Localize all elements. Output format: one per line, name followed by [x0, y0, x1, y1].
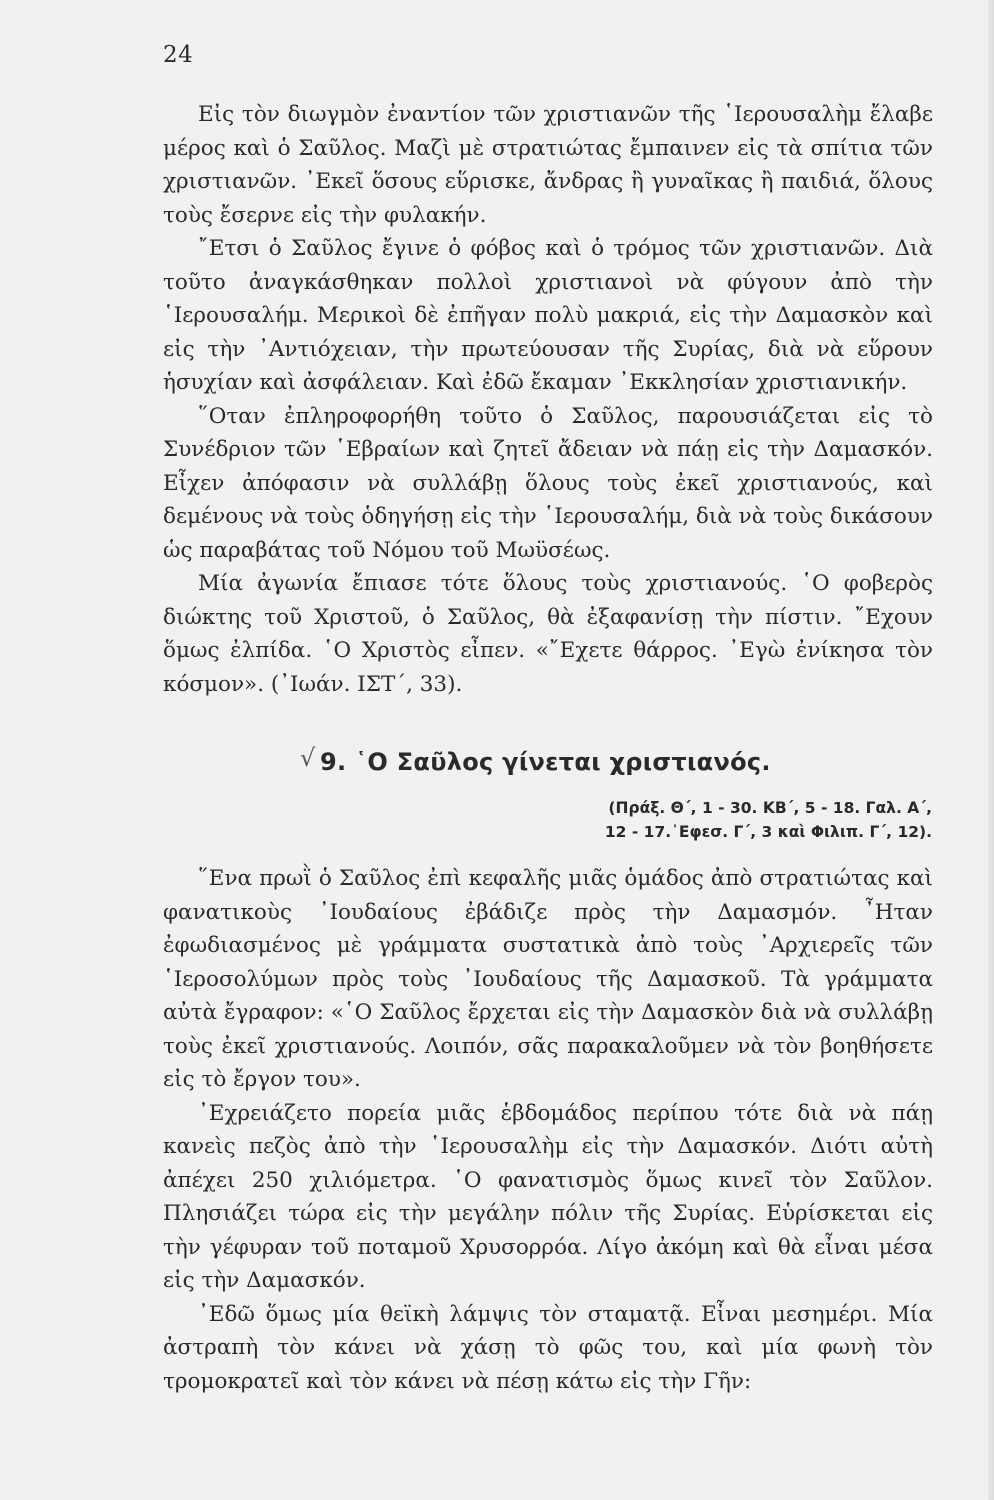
paragraph: ῎Ετσι ὁ Σαῦλος ἔγινε ὁ φόβος καὶ ὁ τρόμος τῶν χριστιανῶν. Διὰ τοῦτο ἀναγκάσθηκαν πολλοὶ χριστιανοὶ νὰ φύγουν ἀπὸ τὴν ῾Ιερουσαλήμ. Μερικοὶ δὲ ἐπῆγαν πολὺ μακριά, εἰς τὴν Δαμασκὸν καὶ εἰς τὴν ᾿Αντιόχειαν, τὴν πρωτεύουσαν τῆς Συρίας, διὰ νὰ εὕρουν ἡσυχίαν καὶ ἀσφάλειαν. Καὶ ἐδῶ ἔκαμαν ᾿Εκκλησίαν χριστιανικήν.: [163, 236, 933, 395]
references-line: (Πράξ. Θ΄, 1 - 30. ΚΒ΄, 5 - 18. Γαλ. Α΄,: [608, 799, 932, 817]
body-text-bottom: [163, 862, 933, 1398]
paragraph: Μία ἀγωνία ἔπιασε τότε ὅλους τοὺς χριστιανούς. ῾Ο φοβερὸς διώκτης τοῦ Χριστοῦ, ὁ Σαῦλος, θὰ ἐξαφανίσῃ τὴν πίστιν. ῎Εχουν ὅμως ἐλπίδα. ῾Ο Χριστὸς εἶπεν. «῎Εχετε θάρρος. ᾿Εγὼ ἐνίκησα τὸν κόσμον». (᾿Ιωάν. ΙΣΤ΄, 33).: [163, 571, 933, 697]
body-text-top: [163, 98, 933, 701]
paragraph: ᾿Εδῶ ὅμως μία θεϊκὴ λάμψις τὸν σταματᾷ. Εἶναι μεσημέρι. Μία ἀστραπὴ τὸν κάνει νὰ χάσῃ τὸ φῶς του, καὶ μία φωνὴ τὸν τρομοκρατεῖ καὶ τὸν κάνει νὰ πέσῃ κάτω εἰς τὴν Γῆν:: [163, 1301, 933, 1394]
scripture-references: [605, 796, 932, 844]
page-number: 24: [163, 42, 194, 68]
references-line: 12 - 17.᾿Εφεσ. Γ΄, 3 καὶ Φιλιπ. Γ΄, 12).: [604, 823, 932, 841]
page-edge: [988, 0, 994, 1500]
section-title: 9. ῾Ο Σαῦλος γίνεται χριστιανός.: [320, 748, 771, 776]
paragraph: ῞Οταν ἐπληροφορήθη τοῦτο ὁ Σαῦλος, παρουσιάζεται εἰς τὸ Συνέδριον τῶν ῾Εβραίων καὶ ζητεῖ ἄδειαν νὰ πάῃ εἰς τὴν Δαμασκόν. Εἶχεν ἀπόφασιν νὰ συλλάβῃ ὅλους τοὺς ἐκεῖ χριστιανούς, καὶ δεμένους νὰ τοὺς ὁδηγήσῃ εἰς τὴν ῾Ιερουσαλήμ, διὰ νὰ τοὺς δικάσουν ὡς παραβάτας τοῦ Νόμου τοῦ Μωϋσέως.: [163, 403, 933, 563]
paragraph: Εἰς τὸν διωγμὸν ἐναντίον τῶν χριστιανῶν τῆς ῾Ιερουσαλὴμ ἔλαβε μέρος καὶ ὁ Σαῦλος. Μαζὶ μὲ στρατιώτας ἔμπαινεν εἰς τὰ σπίτια τῶν χριστιανῶν. ᾿Εκεῖ ὅσους εὕρισκε, ἄνδρας ἢ γυναῖκας ἢ παιδιά, ὅλους τοὺς ἔσερνε εἰς τὴν φυλακήν.: [163, 102, 933, 228]
handwritten-check-mark: √: [300, 744, 316, 772]
paragraph: ᾿Εχρειάζετο πορεία μιᾶς ἑβδομάδος περίπου τότε διὰ νὰ πάῃ κανεὶς πεζὸς ἀπὸ τὴν ῾Ιερουσαλὴμ εἰς τὴν Δαμασκόν. Διότι αὐτὴ ἀπέχει 250 χιλιόμετρα. ῾Ο φανατισμὸς ὅμως κινεῖ τὸν Σαῦλον. Πλησιάζει τώρα εἰς τὴν μεγάλην πόλιν τῆς Συρίας. Εὑρίσκεται εἰς τὴν γέφυραν τοῦ ποταμοῦ Χρυσορρόα. Λίγο ἀκόμη καὶ θὰ εἶναι μέσα εἰς τὴν Δαμασκόν.: [163, 1100, 933, 1293]
paragraph: ῞Ενα πρωῒ ὁ Σαῦλος ἐπὶ κεφαλῆς μιᾶς ὁμάδος ἀπὸ στρατιώτας καὶ φανατικοὺς ᾿Ιουδαίους ἐβάδιζε πρὸς τὴν Δαμασμόν. ῏Ηταν ἐφωδιασμένος μὲ γράμματα συστατικὰ ἀπὸ τοὺς ᾿Αρχιερεῖς τῶν ῾Ιεροσολύμων πρὸς τοὺς ᾿Ιουδαίους τῆς Δαμασκοῦ. Τὰ γράμματα αὐτὰ ἔγραφον: «῾Ο Σαῦλος ἔρχεται εἰς τὴν Δαμασκὸν διὰ νὰ συλλάβῃ τοὺς ἐκεῖ χριστιανούς. Λοιπόν, σᾶς παρακαλοῦμεν νὰ τὸν βοηθήσετε εἰς τὸ ἔργον του».: [163, 866, 933, 1092]
